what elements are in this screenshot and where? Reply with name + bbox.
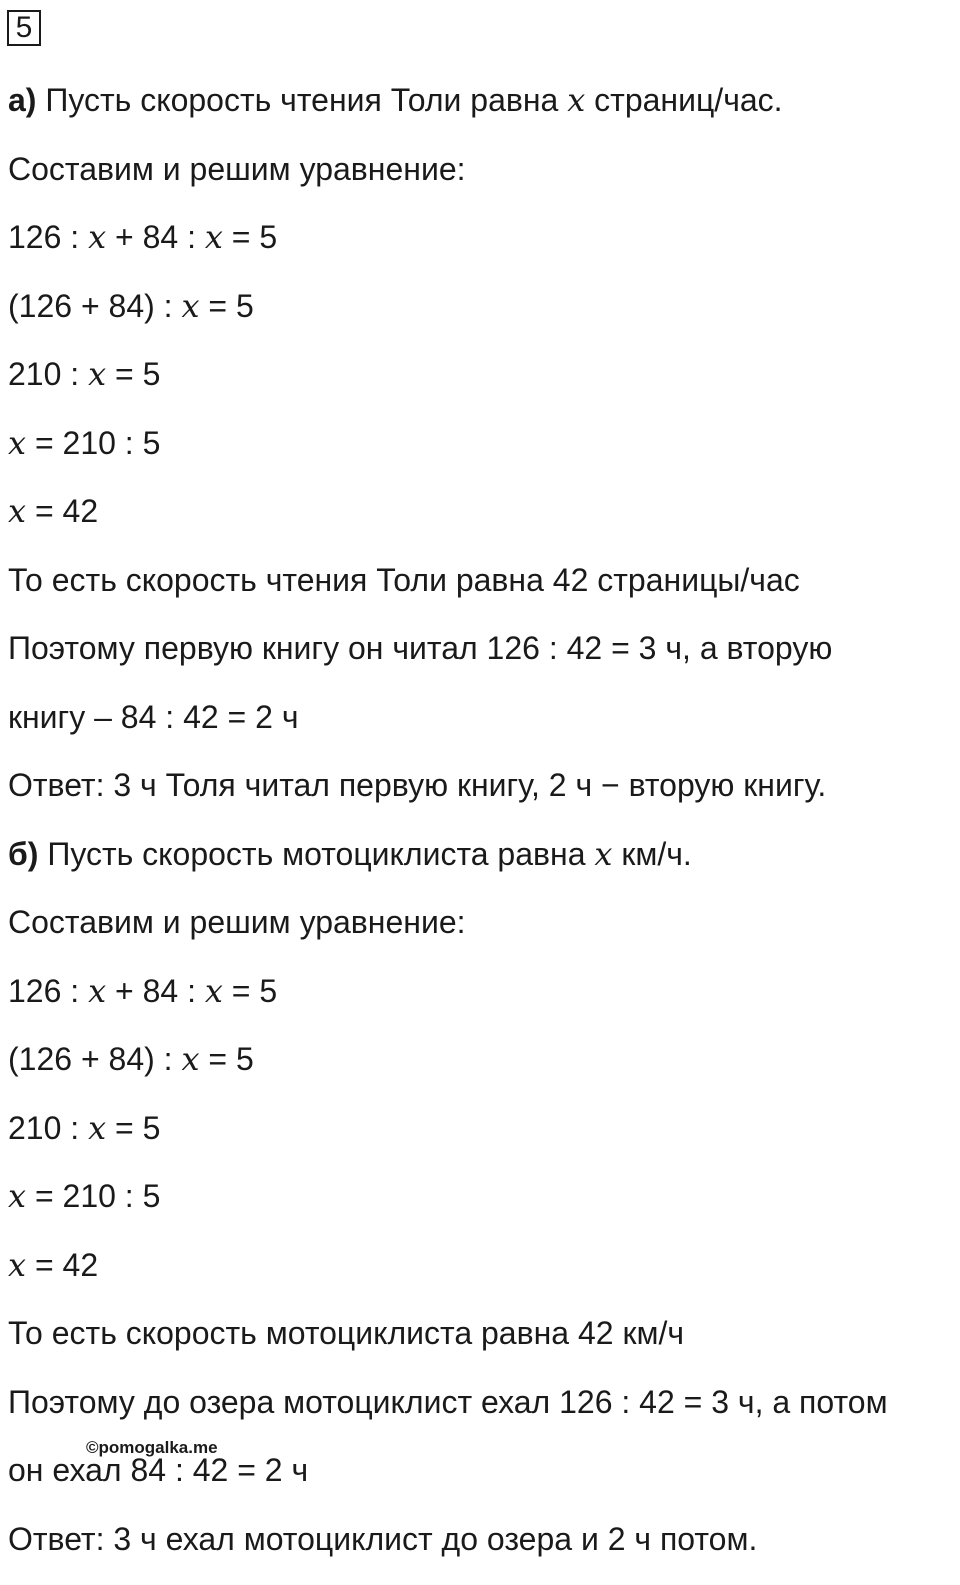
line-text: + 84 : [106, 219, 205, 255]
line-text: км/ч. [612, 835, 692, 872]
solution-line [8, 409, 953, 478]
solution-line [8, 957, 953, 1026]
part-label: б) [8, 835, 39, 872]
line-text: + 84 : [106, 972, 205, 1009]
variable-x: x [8, 1177, 27, 1215]
line-text: страниц/час. [585, 82, 783, 118]
line-text: = 5 [222, 219, 278, 255]
part-label: а) [8, 82, 37, 118]
variable-x: x [594, 834, 613, 873]
line-text: = 210 : 5 [26, 1178, 161, 1214]
solution-line [8, 820, 953, 889]
line-text: (126 + 84) : [8, 1041, 182, 1077]
line-text: Ответ: 3 ч Толя читал первую книгу, 2 ч − вторую книгу. [8, 767, 827, 803]
solution-line [8, 888, 953, 957]
variable-x: x [88, 355, 107, 393]
solution-line [8, 1505, 953, 1574]
line-text: = 5 [199, 287, 254, 324]
solution-line [8, 546, 953, 615]
variable-x: x [181, 1040, 200, 1078]
solution-line [8, 1162, 953, 1231]
solution-line [8, 1025, 953, 1094]
line-text: Составим и решим уравнение: [8, 904, 466, 940]
line-text: Поэтому до озера мотоциклист ехал 126 : 42 = 3 ч, а потом [8, 1383, 888, 1420]
solution-line [8, 477, 953, 546]
line-text: книгу – 84 : 42 = 2 ч [8, 698, 299, 735]
variable-x: x [181, 286, 200, 325]
solution-line [8, 1299, 953, 1368]
solution-text [8, 66, 953, 1573]
line-text: = 5 [106, 356, 161, 392]
solution-line [8, 135, 953, 204]
solution-line [8, 272, 953, 341]
variable-x: x [88, 218, 107, 256]
solution-line [8, 66, 953, 135]
solution-line [8, 340, 953, 409]
variable-x: x [204, 218, 223, 256]
line-text: = 5 [199, 1041, 254, 1077]
line-text: 126 : [8, 972, 89, 1009]
line-text: Составим и решим уравнение: [8, 150, 466, 187]
variable-x: x [8, 423, 27, 462]
solution-line [8, 1368, 953, 1437]
variable-x: x [88, 1108, 107, 1147]
line-text: он ехал 84 : 42 = 2 ч [8, 1452, 309, 1488]
solution-line [8, 683, 953, 752]
line-text: 210 : [8, 356, 89, 392]
line-text: 210 : [8, 1109, 89, 1146]
line-text: То есть скорость мотоциклиста равна 42 км/ч [8, 1315, 684, 1351]
line-text: = 5 [222, 972, 278, 1009]
line-text: Поэтому первую книгу он читал 126 : 42 = 3 ч, а вторую [8, 630, 833, 666]
line-text: 126 : [8, 219, 89, 255]
line-text: Пусть скорость чтения Толи равна [45, 82, 568, 118]
line-text: Ответ: 3 ч ехал мотоциклист до озера и 2 ч потом. [8, 1520, 758, 1557]
variable-x: x [567, 81, 586, 119]
line-text: = 42 [26, 1246, 99, 1283]
solution-line [8, 614, 953, 683]
variable-x: x [8, 492, 27, 530]
line-text: То есть скорость чтения Толи равна 42 страницы/час [8, 561, 800, 598]
line-text: Пусть скорость мотоциклиста равна [47, 835, 595, 872]
solution-line [8, 203, 953, 272]
variable-x: x [204, 971, 223, 1010]
line-text: = 210 : 5 [26, 424, 161, 461]
solution-line [8, 1094, 953, 1163]
line-text: = 42 [26, 493, 99, 529]
line-text: (126 + 84) : [8, 287, 182, 324]
line-text: = 5 [106, 1109, 161, 1146]
task-number-box: 5 [7, 10, 41, 46]
watermark: ©pomogalka.me [86, 1438, 218, 1457]
solution-line [8, 751, 953, 820]
solution-line [8, 1231, 953, 1300]
variable-x: x [8, 1245, 27, 1284]
variable-x: x [88, 971, 107, 1010]
